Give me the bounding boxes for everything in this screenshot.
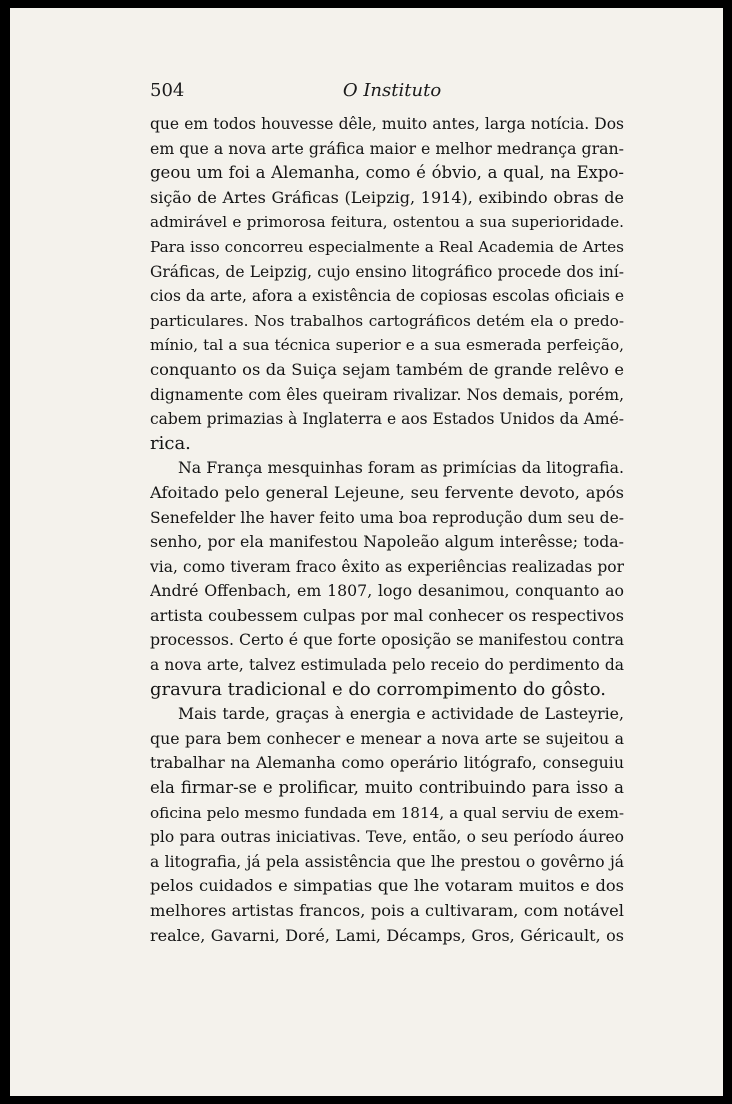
text-line: Para isso concorreu especialmente a Real Academia de Artes: [150, 237, 624, 256]
text-line: Senefelder lhe haver feito uma boa reprodução dum seu de-: [150, 508, 624, 527]
text-line: processos. Certo é que forte oposição se manifestou contra: [150, 630, 624, 650]
page-number: 504: [150, 80, 185, 101]
running-title: O Instituto: [342, 80, 442, 101]
text-line: pelos cuidados e simpatias que lhe votaram muitos e dos: [150, 876, 624, 896]
text-line: Mais tarde, graças à energia e actividade de Lasteyrie,: [178, 704, 624, 724]
text-line: cios da arte, afora a existência de copiosas escolas oficiais e: [150, 287, 624, 306]
text-line: particulares. Nos trabalhos cartográficos detém ela o predo-: [150, 311, 624, 330]
text-line: a litografia, já pela assistência que lhe prestou o govêrno já: [150, 852, 624, 871]
book-page: [10, 8, 723, 1096]
text-line: Gráficas, de Leipzig, cujo ensino litográfico procede dos iní-: [150, 262, 624, 281]
text-line: mínio, tal a sua técnica superior e a sua esmerada perfeição,: [150, 336, 624, 355]
text-line: via, como tiveram fraco êxito as experiências realizadas por: [150, 557, 624, 576]
text-line: plo para outras iniciativas. Teve, então, o seu período áureo: [150, 828, 624, 847]
text-line: trabalhar na Alemanha como operário litógrafo, conseguiu: [150, 753, 624, 773]
page-header: [150, 74, 634, 104]
text-line: sição de Artes Gráficas (Leipzig, 1914), exibindo obras de: [150, 187, 624, 207]
text-line: admirável e primorosa feitura, ostentou a sua superioridade.: [150, 213, 624, 232]
body-text: [150, 112, 624, 948]
text-line: Na França mesquinhas foram as primícias da litografia.: [178, 458, 624, 478]
text-line: geou um foi a Alemanha, como é óbvio, a qual, na Expo-: [150, 163, 624, 183]
text-line: a nova arte, talvez estimulada pelo receio do perdimento da: [150, 656, 624, 675]
text-line: Afoitado pelo general Lejeune, seu fervente devoto, após: [150, 482, 624, 502]
text-line: gravura tradicional e do corrompimento do gôsto.: [150, 678, 607, 700]
text-line: rica.: [150, 432, 191, 454]
text-line: realce, Gavarni, Doré, Lami, Décamps, Gros, Géricault, os: [150, 925, 624, 945]
text-line: ela firmar-se e prolificar, muito contribuindo para isso a: [150, 778, 624, 798]
text-line: que em todos houvesse dêle, muito antes, larga notícia. Dos: [150, 115, 624, 133]
text-line: André Offenbach, em 1807, logo desanimou, conquanto ao: [150, 581, 624, 601]
text-line: cabem primazias à Inglaterra e aos Estados Unidos da Amé-: [150, 410, 624, 429]
text-line: melhores artistas francos, pois a cultivaram, com notável: [150, 901, 624, 920]
text-line: senho, por ela manifestou Napoleão algum interêsse; toda-: [150, 532, 624, 552]
text-line: oficina pelo mesmo fundada em 1814, a qual serviu de exem-: [150, 803, 624, 822]
text-line: dignamente com êles queiram rivalizar. Nos demais, porém,: [150, 385, 624, 404]
text-line: em que a nova arte gráfica maior e melhor medrança gran-: [150, 138, 624, 158]
text-line: artista coubessem culpas por mal conhecer os respectivos: [150, 605, 624, 625]
text-line: conquanto os da Suiça sejam também de grande relêvo e: [150, 359, 624, 379]
text-line: que para bem conhecer e menear a nova arte se sujeitou a: [150, 728, 624, 748]
